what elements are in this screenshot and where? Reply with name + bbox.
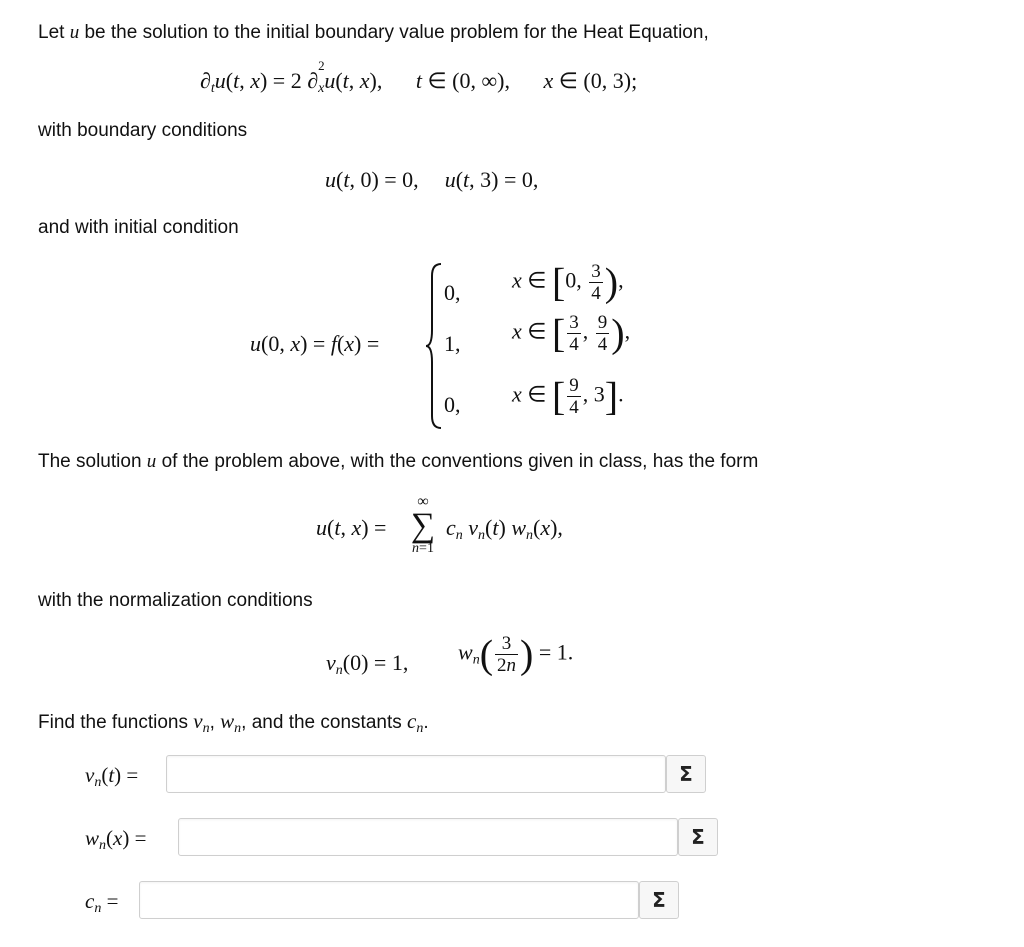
series-sum: ∞ ∑ n=1 [410, 493, 436, 556]
cn-label: $c_n$ = [85, 889, 119, 916]
solution-text-2: of the problem above, with the conventions given in class, has the form [156, 451, 759, 472]
wn-label: $w_n(x)$ = [85, 826, 147, 853]
intro-text [38, 22, 709, 44]
solution-label [38, 451, 758, 473]
find-text-1: Find the functions [38, 712, 194, 733]
boundary-label: with boundary conditions [38, 120, 248, 141]
left-brace [424, 262, 444, 430]
cn-input[interactable] [139, 881, 639, 919]
solution-text-1: The solution [38, 451, 147, 472]
piece-3-value: 0, [444, 392, 461, 417]
vn-input[interactable] [166, 755, 666, 793]
vn-label: $v_n(t)$ = [85, 763, 139, 790]
var-wn: $w_n$ [220, 709, 242, 736]
wn-input[interactable] [178, 818, 678, 856]
var-u-2: u [146, 451, 157, 472]
wn-sigma-button[interactable]: Σ [678, 818, 718, 856]
piece-1-domain: x ∈ [0, $\frac{3}{4}$ ), [512, 259, 624, 305]
var-cn: $c_n$ [407, 709, 424, 736]
series-lhs: u(t, x) = [316, 515, 387, 540]
initial-condition-lhs: u(0, x) = f(x) = [250, 331, 380, 356]
vn-sigma-button[interactable]: Σ [666, 755, 706, 793]
series-term: $c_n$ $v_n(t)$ $w_n(x)$, [446, 515, 563, 543]
find-comma-1: , [209, 712, 221, 733]
piece-2-domain: x ∈ [ $\frac{3}{4}$ , $\frac{9}{4}$ ), [512, 310, 631, 356]
var-u: u [69, 22, 80, 43]
normalization-label: with the normalization conditions [38, 590, 313, 611]
heat-equation: $\partial_tu(t$, x) = 2 ∂ 2 $_x$u(t, x), t ∈ (0, ∞), x ∈ (0, 3); [200, 58, 638, 96]
intro-text-1: Let [38, 22, 70, 43]
boundary-conditions: u(t, 0) = 0, u(t, 3) = 0, [325, 167, 539, 192]
var-vn: $v_n$ [193, 709, 210, 736]
find-text-2: , and the constants [241, 712, 408, 733]
normalization-conditions: $v_n(0) = 1$, [326, 650, 409, 678]
initial-label: and with initial condition [38, 217, 239, 238]
piece-2-value: 1, [444, 331, 461, 356]
find-label [38, 709, 429, 737]
find-period: . [423, 712, 429, 733]
piece-3-domain: x ∈ [ $\frac{9}{4}$ , 3]. [512, 373, 624, 419]
piece-1-value: 0, [444, 280, 461, 305]
normalization-w: $w_n$( $\frac{3}{2n}$ ) = 1. [458, 631, 574, 677]
cn-sigma-button[interactable]: Σ [639, 881, 679, 919]
intro-text-2: be the solution to the initial boundary value problem for the Heat Equation, [79, 22, 709, 43]
